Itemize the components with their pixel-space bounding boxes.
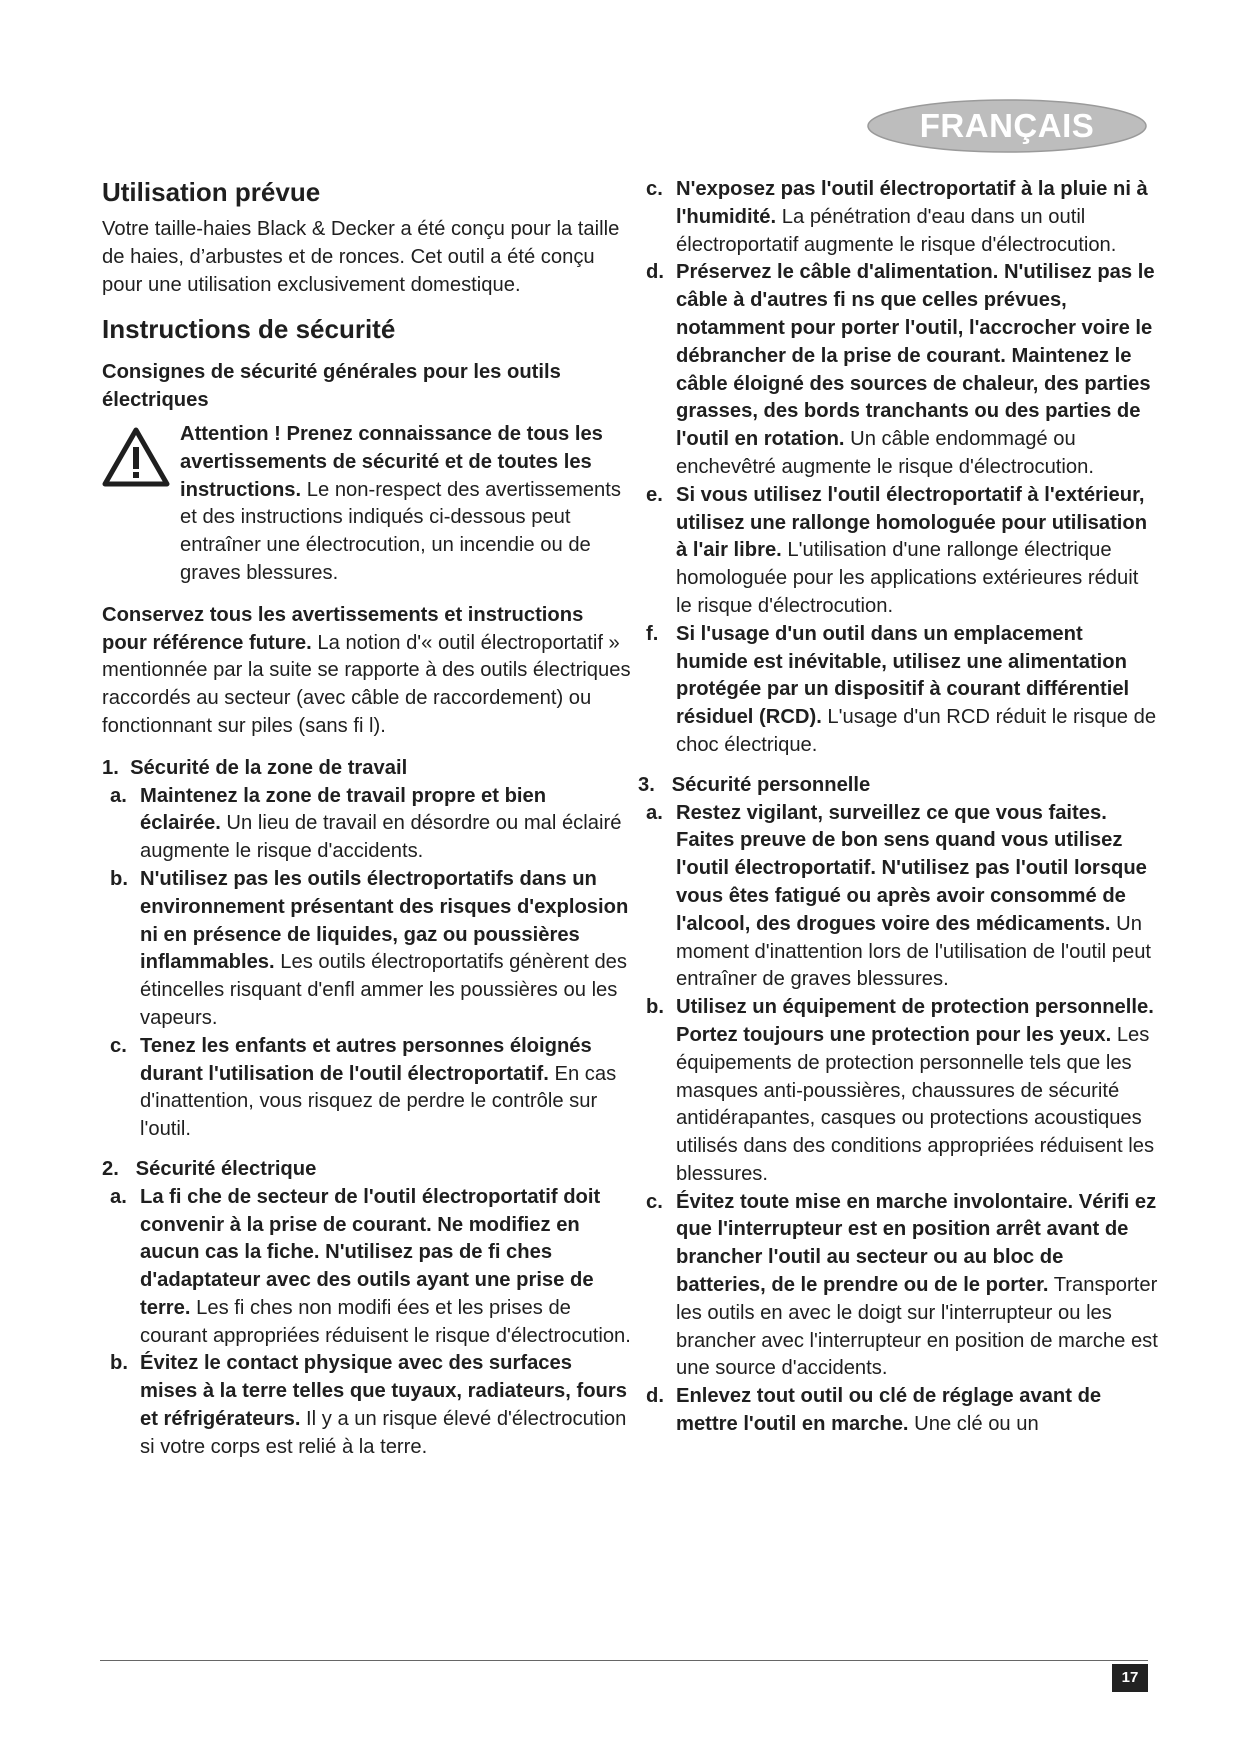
s2-item-e-bold: Si vous utilisez l'outil électroportatif à l'extérieur, utilisez une rallonge homologuée pour utilisation à l'air libre. [676,483,1148,562]
s3-item-a-bold: Restez vigilant, surveillez ce que vous faites. Faites preuve de bon sens quand vous utilisez l'outil électroportatif. N'utilisez pas l'outil lorsque vous êtes fatigué ou après avoir consommé de l'alcool, des drogues voire des médicaments. [676,801,1147,935]
s1-item-c-label: c. [110,1034,127,1057]
s3-item-c-bold: Évitez toute mise en marche involontaire. Vérifi ez que l'interrupteur est en position arrêt avant de brancher l'outil au secteur ou au bloc de batteries, de le prendre ou de le porter. [676,1190,1157,1297]
warning-body: Le non-respect des avertissements et des instructions indiqués ci-dessous peut entraîner une électrocution, un incendie ou de graves blessures. [180,478,621,584]
s3-item-d-bold: Enlevez tout outil ou clé de réglage avant de mettre l'outil en marche. [676,1385,1102,1436]
keep-bold: Conservez tous les avertissements et instructions pour référence future. [102,603,584,654]
s1-item-b-bold: N'utilisez pas les outils électroportatifs dans un environnement présentant des risques d'explosion ni en présence de liquides, gaz ou poussières inflammables. [140,867,629,974]
language-label: FRANÇAIS [919,107,1095,144]
s3-item-a-text: Un moment d'inattention lors de l'utilisation de l'outil peut entraîner de graves blessures. [676,912,1152,991]
s1-item-b [102,866,632,1033]
s2-item-e-text: L'utilisation d'une rallonge électrique homologuée pour les applications extérieures réduit le risque d'électrocution. [676,539,1139,617]
s2-item-c-bold: N'exposez pas l'outil électroportatif à la pluie ni à l'humidité. [676,178,1148,228]
safety-subtitle: Consignes de sécurité générales pour les outils électriques [102,361,561,412]
s2-item-c [638,176,1158,259]
s2-item-c-text: La pénétration d'eau dans un outil électroportatif augmente le risque d'électrocution. [676,205,1117,256]
safety-title: Instructions de sécurité [102,314,396,345]
s3-item-c-text: Transporter les outils en avec le doigt sur l'interrupteur ou les brancher avec l'interrupteur en position de marche est une source d'accidents. [676,1274,1158,1380]
s2-item-a [102,1184,632,1351]
s3-item-c-label: c. [646,1190,663,1213]
section-2-heading [102,1156,632,1184]
footer-rule [100,1660,1148,1661]
warning-triangle-icon [102,427,170,487]
warning-bold: Attention ! Prenez connaissance de tous les avertissements de sécurité et de toutes les instructions. [180,422,603,501]
keep-instructions [102,602,632,741]
s2-item-b-bold: Évitez le contact physique avec des surfaces mises à la terre telles que tuyaux, radiateurs, fours et réfrigérateurs. [140,1352,627,1431]
s3-item-b-bold: Utilisez un équipement de protection personnelle. Portez toujours une protection pour les yeux. [676,996,1154,1046]
s2-item-d [638,259,1158,481]
s2-item-f-text: L'usage d'un RCD réduit le risque de choc électrique. [676,706,1157,756]
section-1-heading [102,755,632,783]
language-badge [866,98,1148,154]
s3-item-b [638,994,1158,1189]
s1-item-c-text: En cas d'inattention, vous risquez de perdre le contrôle sur l'outil. [140,1062,617,1141]
s2-item-c-label: c. [646,178,663,200]
left-column [102,176,632,1462]
s1-item-a [102,783,632,866]
s1-item-a-text: Un lieu de travail en désordre ou mal éclairé augmente le risque d'accidents. [140,812,622,863]
s2-item-a-bold: La fi che de secteur de l'outil électroportatif doit convenir à la prise de courant. Ne modifiez en aucun cas la fiche. N'utilisez pas de fi ches d'adaptateur avec des outils ayant une prise de terre. [140,1185,601,1319]
s2-item-b [102,1350,632,1461]
s2-item-f [638,621,1158,760]
s2-item-a-text: Les fi ches non modifi ées et les prises de courant appropriées réduisent le risque d'électrocution. [140,1296,631,1347]
s1-item-c-bold: Tenez les enfants et autres personnes éloignés durant l'utilisation de l'outil électroportatif. [140,1034,592,1085]
s1-item-a-label: a. [110,784,127,807]
section-1-number: 1. [102,756,119,779]
s2-item-e [638,482,1158,621]
s3-item-c [638,1189,1158,1384]
section-3-title: Sécurité personnelle [671,773,871,796]
s2-item-f-bold: Si l'usage d'un outil dans un emplacement humide est inévitable, utilisez une alimentation protégée par un dispositif à courant différentiel résiduel (RCD). [676,622,1130,729]
warning-block [102,421,632,588]
s2-item-b-label: b. [110,1352,128,1375]
s1-item-b-label: b. [110,867,128,890]
s3-item-a-label: a. [646,801,663,824]
s1-item-a-bold: Maintenez la zone de travail propre et bien éclairée. [140,784,547,835]
s2-item-d-text: Un câble endommagé ou enchevêtré augmente le risque d'électrocution. [676,428,1094,478]
s3-item-d [638,1383,1158,1439]
intended-use-title: Utilisation prévue [102,177,321,207]
s1-item-b-text: Les outils électroportatifs génèrent des étincelles risquant d'enfl ammer les poussières ou les vapeurs. [140,951,628,1029]
right-column [638,176,1158,1439]
section-3-number: 3. [638,773,655,796]
s3-item-d-text: Une clé ou un [908,1413,1039,1436]
s3-item-b-label: b. [646,996,664,1019]
s3-item-d-label: d. [646,1385,664,1408]
s2-item-a-label: a. [110,1185,127,1208]
s2-item-b-text: Il y a un risque élevé d'électrocution si votre corps est relié à la terre. [140,1408,627,1458]
s2-item-d-bold: Préservez le câble d'alimentation. N'utilisez pas le câble à d'autres fi ns que celles prévues, notamment pour porter l'outil, l'accrocher voire le débrancher de la prise de courant. Maintenez le câble éloigné des sources de chaleur, des parties grasses, des bords tranchants ou des parties de l'outil en rotation. [676,261,1155,451]
page-number: 17 [1112,1664,1148,1692]
s2-item-d-label: d. [646,261,664,284]
s2-item-f-label: f. [646,622,659,645]
section-3-heading [638,772,1158,800]
s2-item-e-label: e. [646,483,663,506]
s3-item-a [638,800,1158,995]
section-2-title: Sécurité électrique [135,1157,317,1180]
warning-text [180,421,632,588]
keep-body: La notion d'« outil électroportatif » mentionnée par la suite se rapporte à des outils électriques raccordés au secteur (avec câble de raccordement) ou fonctionnant sur piles (sans fi l). [102,631,631,737]
section-2-number: 2. [102,1157,119,1180]
intended-use-body: Votre taille-haies Black & Decker a été conçu pour la taille de haies, d’arbustes et de ronces. Cet outil a été conçu pour une utilisation exclusivement domestique. [102,218,620,296]
section-1-title: Sécurité de la zone de travail [130,756,408,779]
s1-item-c [102,1033,632,1144]
s3-item-b-text: Les équipements de protection personnelle tels que les masques anti-poussières, chaussures de sécurité antidérapantes, casques ou protections acoustiques utilisés dans des conditions appropriées réduisent les blessures. [676,1023,1155,1185]
